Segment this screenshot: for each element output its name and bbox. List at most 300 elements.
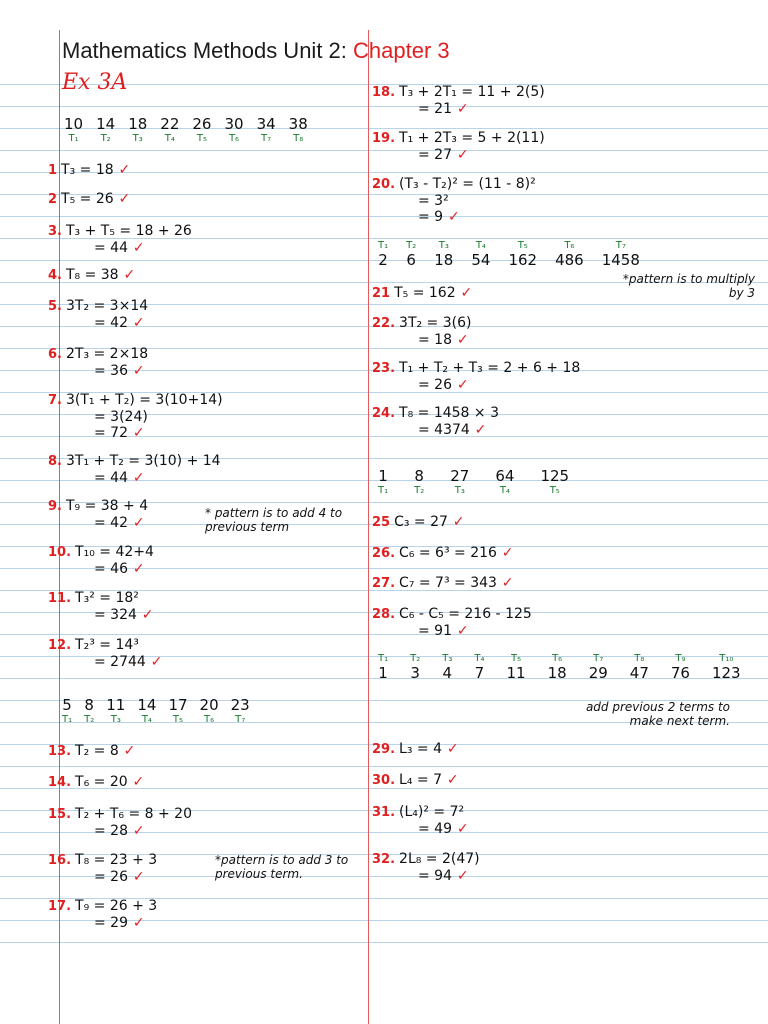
question-number: 3. <box>48 224 62 239</box>
question-9 <box>48 498 148 531</box>
term-label: T₅ <box>510 653 522 664</box>
note-add-4: * pattern is to add 4 to previous term <box>205 506 343 534</box>
question-number: 28. <box>372 607 396 622</box>
answer-line <box>399 575 514 591</box>
answer-line <box>394 514 464 530</box>
answer-line <box>372 422 499 438</box>
question-number: 31. <box>372 805 396 820</box>
working-text: = 91 <box>418 623 452 639</box>
answer-line <box>66 346 148 362</box>
term-value: 486 <box>555 251 584 269</box>
question-number: 13. <box>48 744 72 759</box>
term-label: T₆ <box>228 133 240 144</box>
term-value: 54 <box>471 251 491 269</box>
sequence-term <box>450 468 469 497</box>
term-label: T₄ <box>141 714 152 725</box>
term-label: T₄ <box>474 653 485 664</box>
sequence-term <box>84 697 94 726</box>
sequence-term <box>128 116 147 145</box>
working-text: = 9 <box>418 209 444 225</box>
answer-line <box>66 498 148 514</box>
term-label: T₂ <box>410 653 421 664</box>
question-number: 24. <box>372 406 396 421</box>
check-mark-icon: ✓ <box>128 561 145 577</box>
question-30 <box>372 772 459 789</box>
working-text: = 44 <box>94 470 128 486</box>
working-text: T₁₀ = 42+4 <box>75 544 154 560</box>
sequence-term <box>137 697 156 726</box>
check-mark-icon: ✓ <box>113 191 131 207</box>
term-label: T₅ <box>172 714 184 725</box>
answer-line <box>75 806 192 822</box>
sequence-term <box>434 240 453 269</box>
working-text: = 36 <box>94 363 128 379</box>
title-chapter: Chapter 3 <box>353 38 450 63</box>
check-mark-icon: ✓ <box>441 741 459 757</box>
answer-line <box>66 392 223 408</box>
term-value: 2 <box>378 251 388 269</box>
question-6 <box>48 346 148 379</box>
working-text: (L₄)² = 7² <box>399 804 465 820</box>
question-number: 9. <box>48 499 62 514</box>
term-value: 125 <box>540 467 570 485</box>
question-number: 23. <box>372 361 396 376</box>
check-mark-icon: ✓ <box>118 267 136 283</box>
question-24 <box>372 405 499 438</box>
working-text: = 26 <box>94 869 128 885</box>
term-value: 162 <box>508 251 538 269</box>
term-label: T₂ <box>84 714 95 725</box>
answer-line <box>372 193 536 209</box>
question-27 <box>372 575 514 592</box>
sequence-term <box>378 468 388 497</box>
question-19 <box>372 130 545 163</box>
term-label: T₇ <box>235 714 246 725</box>
check-mark-icon: ✓ <box>128 823 145 839</box>
question-number: 6. <box>48 347 62 362</box>
check-mark-icon: ✓ <box>496 545 514 561</box>
answer-line <box>48 240 192 256</box>
working-text: T₃ = 18 <box>61 162 114 178</box>
working-text: = 28 <box>94 823 128 839</box>
answer-line <box>75 774 144 790</box>
working-text: T₅ = 26 <box>61 191 114 207</box>
sequence-term <box>257 116 276 145</box>
term-value: 4 <box>442 664 453 682</box>
term-value: 76 <box>670 664 690 682</box>
term-label: T₅ <box>517 240 528 251</box>
working-text: T₁ + 2T₃ = 5 + 2(11) <box>399 130 545 146</box>
answer-line <box>75 590 139 606</box>
term-label: T₄ <box>164 133 175 144</box>
question-13 <box>48 743 135 760</box>
question-number: 2 <box>48 192 58 207</box>
working-text: = 2744 <box>94 654 146 670</box>
working-text: T₂ = 8 <box>75 743 119 759</box>
term-value: 8 <box>414 467 424 485</box>
sequence-1 <box>64 116 308 145</box>
question-number: 10. <box>48 545 72 560</box>
check-mark-icon: ✓ <box>452 377 469 393</box>
check-mark-icon: ✓ <box>128 240 145 256</box>
term-label: T₇ <box>261 133 272 144</box>
question-32 <box>372 851 480 884</box>
answer-line <box>48 409 223 425</box>
working-text: T₆ = 20 <box>75 774 128 790</box>
term-value: 27 <box>450 467 470 485</box>
working-text: C₆ - C₅ = 216 - 125 <box>399 606 532 622</box>
question-18 <box>372 84 545 117</box>
question-2 <box>48 191 130 208</box>
term-value: 22 <box>160 115 180 133</box>
working-text: T₃ + 2T₁ = 11 + 2(5) <box>399 84 545 100</box>
term-label: T₉ <box>675 653 686 664</box>
term-value: 1458 <box>601 251 640 269</box>
answer-line <box>372 377 580 393</box>
sequence-term <box>474 653 484 682</box>
answer-line <box>399 315 471 331</box>
term-value: 18 <box>434 251 454 269</box>
term-label: T₅ <box>196 133 207 144</box>
sequence-term <box>671 653 690 682</box>
working-text: = 72 <box>94 425 128 441</box>
question-17 <box>48 898 157 931</box>
working-text: = 94 <box>418 868 452 884</box>
term-value: 7 <box>474 664 485 682</box>
answer-line <box>399 176 536 192</box>
term-label: T₇ <box>615 240 626 251</box>
question-4 <box>48 267 135 284</box>
term-value: 20 <box>199 696 219 714</box>
term-label: T₈ <box>634 653 645 664</box>
working-text: = 29 <box>94 915 128 931</box>
check-mark-icon: ✓ <box>452 147 469 163</box>
answer-line <box>399 545 514 561</box>
question-23 <box>372 360 580 393</box>
term-label: T₁ <box>62 714 73 725</box>
term-label: T₃ <box>110 714 121 725</box>
sequence-term <box>548 653 567 682</box>
question-number: 16. <box>48 853 72 868</box>
sequence-term <box>106 697 125 726</box>
sequence-2 <box>62 697 250 726</box>
working-text: T₂ + T₆ = 8 + 20 <box>75 806 192 822</box>
sequence-term <box>62 697 72 726</box>
working-text: = 26 <box>418 377 452 393</box>
term-label: T₈ <box>293 133 304 144</box>
question-number: 14. <box>48 775 72 790</box>
term-label: T₃ <box>454 485 465 496</box>
sequence-term <box>555 240 584 269</box>
sequence-term <box>378 653 388 682</box>
term-value: 38 <box>288 115 308 133</box>
working-text: T₂³ = 14³ <box>75 637 139 653</box>
sequence-term <box>630 653 649 682</box>
answer-line <box>399 772 459 788</box>
sequence-term <box>507 653 526 682</box>
working-text: L₄ = 7 <box>399 772 442 788</box>
answer-line <box>66 223 192 239</box>
check-mark-icon: ✓ <box>447 514 465 530</box>
term-value: 123 <box>711 664 741 682</box>
term-value: 29 <box>588 664 608 682</box>
sequence-term <box>589 653 608 682</box>
sequence-term <box>160 116 179 145</box>
term-label: T₇ <box>593 653 604 664</box>
working-text: = 4374 <box>418 422 470 438</box>
answer-line <box>48 515 148 531</box>
question-10 <box>48 544 154 577</box>
working-text: = 3² <box>418 193 449 209</box>
term-value: 17 <box>168 696 188 714</box>
sequence-term <box>442 653 452 682</box>
question-29 <box>372 741 459 758</box>
question-number: 15. <box>48 807 72 822</box>
term-label: T₁ <box>378 653 389 664</box>
working-text: C₆ = 6³ = 216 <box>399 545 497 561</box>
question-28 <box>372 606 532 639</box>
answer-line <box>48 561 154 577</box>
term-label: T₁ <box>68 133 79 144</box>
answer-line <box>399 360 580 376</box>
sequence-term <box>224 116 243 145</box>
sequence-term <box>64 116 83 145</box>
working-text: C₃ = 27 <box>394 514 448 530</box>
answer-line <box>399 84 545 100</box>
term-value: 6 <box>406 251 416 269</box>
term-value: 11 <box>106 696 126 714</box>
sequence-term <box>602 240 640 269</box>
check-mark-icon: ✓ <box>128 315 145 331</box>
working-text: T₅ = 162 <box>394 285 456 301</box>
question-number: 32. <box>372 852 396 867</box>
term-label: T₃ <box>438 240 449 251</box>
answer-line <box>48 425 223 441</box>
question-number: 25 <box>372 515 391 530</box>
question-number: 12. <box>48 638 72 653</box>
term-label: T₁ <box>378 240 389 251</box>
term-label: T₁₀ <box>719 653 734 664</box>
term-value: 18 <box>547 664 567 682</box>
term-label: T₁ <box>378 485 389 496</box>
question-number: 4. <box>48 268 62 283</box>
question-number: 1 <box>48 163 58 178</box>
answer-line <box>399 405 499 421</box>
working-text: T₃² = 18² <box>75 590 139 606</box>
question-number: 29. <box>372 742 396 757</box>
sequence-3 <box>378 240 640 269</box>
sequence-term <box>168 697 187 726</box>
sequence-term <box>200 697 219 726</box>
term-value: 10 <box>64 115 84 133</box>
note-multiply-3: *pattern is to multiply by 3 <box>622 272 755 300</box>
working-text: L₃ = 4 <box>399 741 442 757</box>
working-text: T₃ + T₅ = 18 + 26 <box>65 223 192 239</box>
working-text: C₇ = 7³ = 343 <box>399 575 497 591</box>
term-label: T₄ <box>475 240 486 251</box>
check-mark-icon: ✓ <box>452 868 469 884</box>
sequence-term <box>540 468 569 497</box>
sequence-term <box>410 653 420 682</box>
question-22 <box>372 315 471 348</box>
question-21 <box>372 285 472 302</box>
working-text: 3T₂ = 3×14 <box>65 298 149 314</box>
question-12 <box>48 637 162 670</box>
working-text: = 21 <box>418 101 452 117</box>
check-mark-icon: ✓ <box>145 654 163 670</box>
question-number: 8. <box>48 454 62 469</box>
answer-line <box>372 147 545 163</box>
sequence-5 <box>378 653 741 682</box>
check-mark-icon: ✓ <box>128 363 145 379</box>
sequence-term <box>289 116 308 145</box>
question-14 <box>48 774 144 791</box>
question-11 <box>48 590 154 623</box>
term-value: 11 <box>506 664 526 682</box>
exercise-heading: Ex 3A <box>62 70 128 95</box>
term-label: T₃ <box>442 653 453 664</box>
check-mark-icon: ✓ <box>455 285 473 301</box>
title-text: Mathematics Methods Unit 2: <box>62 38 354 63</box>
answer-line <box>61 191 130 207</box>
term-value: 8 <box>84 696 94 714</box>
answer-line <box>372 623 532 639</box>
question-20 <box>372 176 536 225</box>
answer-line <box>75 743 135 759</box>
question-16 <box>48 852 157 885</box>
answer-line <box>372 821 469 837</box>
answer-line <box>372 332 471 348</box>
term-label: T₆ <box>564 240 575 251</box>
term-label: T₂ <box>414 485 425 496</box>
term-label: T₆ <box>204 714 215 725</box>
working-text: = 44 <box>94 240 128 256</box>
answer-line <box>394 285 472 301</box>
working-text: = 18 <box>418 332 452 348</box>
working-text: 3T₁ + T₂ = 3(10) + 14 <box>65 453 221 469</box>
term-value: 1 <box>378 467 388 485</box>
question-number: 22. <box>372 316 396 331</box>
check-mark-icon: ✓ <box>441 772 459 788</box>
term-value: 1 <box>378 664 388 682</box>
question-number: 5. <box>48 299 62 314</box>
question-number: 26. <box>372 546 396 561</box>
sequence-term <box>471 240 490 269</box>
answer-line <box>75 898 157 914</box>
sequence-term <box>508 240 537 269</box>
sequence-term <box>495 468 514 497</box>
answer-line <box>399 606 532 622</box>
answer-line <box>372 868 480 884</box>
working-text: = 27 <box>418 147 452 163</box>
check-mark-icon: ✓ <box>452 623 469 639</box>
question-number: 19. <box>372 131 396 146</box>
term-label: T₂ <box>100 133 111 144</box>
answer-line <box>66 267 135 283</box>
answer-line <box>399 130 545 146</box>
working-text: 3(T₁ + T₂) = 3(10+14) <box>65 392 223 408</box>
check-mark-icon: ✓ <box>128 425 145 441</box>
working-text: T₈ = 1458 × 3 <box>399 405 499 421</box>
term-value: 14 <box>137 696 157 714</box>
working-text: = 42 <box>94 315 128 331</box>
term-value: 14 <box>96 115 116 133</box>
term-label: T₄ <box>499 485 510 496</box>
check-mark-icon: ✓ <box>452 821 469 837</box>
term-value: 23 <box>230 696 250 714</box>
working-text: 2L₈ = 2(47) <box>399 851 480 867</box>
answer-line <box>48 315 148 331</box>
sequence-term <box>192 116 211 145</box>
working-text: T₉ = 26 + 3 <box>75 898 158 914</box>
term-value: 26 <box>192 115 212 133</box>
answer-line <box>48 869 157 885</box>
question-number: 20. <box>372 177 396 192</box>
answer-line <box>399 741 459 757</box>
term-label: T₅ <box>549 485 560 496</box>
question-number: 18. <box>372 85 396 100</box>
working-text: = 46 <box>94 561 128 577</box>
answer-line <box>399 851 480 867</box>
answer-line <box>48 470 221 486</box>
question-number: 21 <box>372 286 391 301</box>
sequence-term <box>96 116 115 145</box>
term-label: T₆ <box>552 653 563 664</box>
working-text: T₁ + T₂ + T₃ = 2 + 6 + 18 <box>399 360 581 376</box>
answer-line <box>66 298 148 314</box>
working-text: 3T₂ = 3(6) <box>399 315 472 331</box>
working-text: T₉ = 38 + 4 <box>65 498 149 514</box>
center-margin-line <box>368 30 369 1024</box>
sequence-term <box>231 697 250 726</box>
check-mark-icon: ✓ <box>118 743 136 759</box>
check-mark-icon: ✓ <box>496 575 514 591</box>
answer-line <box>372 101 545 117</box>
term-value: 3 <box>410 664 420 682</box>
check-mark-icon: ✓ <box>128 470 145 486</box>
working-text: = 324 <box>94 607 137 623</box>
question-8 <box>48 453 221 486</box>
check-mark-icon: ✓ <box>452 332 469 348</box>
answer-line <box>372 209 536 225</box>
check-mark-icon: ✓ <box>136 607 154 623</box>
question-number: 30. <box>372 773 396 788</box>
question-1 <box>48 162 130 179</box>
term-value: 64 <box>495 467 515 485</box>
term-label: T₂ <box>406 240 417 251</box>
term-value: 47 <box>629 664 649 682</box>
answer-line <box>399 804 464 820</box>
check-mark-icon: ✓ <box>469 422 487 438</box>
working-text: T₈ = 38 <box>65 267 119 283</box>
question-number: 17. <box>48 899 72 914</box>
question-7 <box>48 392 223 441</box>
term-value: 5 <box>62 696 72 714</box>
question-5 <box>48 298 148 331</box>
check-mark-icon: ✓ <box>128 869 145 885</box>
term-value: 18 <box>128 115 148 133</box>
question-number: 7. <box>48 393 62 408</box>
check-mark-icon: ✓ <box>128 515 145 531</box>
answer-line <box>48 654 162 670</box>
sequence-4 <box>378 468 569 497</box>
note-add-3: *pattern is to add 3 to previous term. <box>215 853 349 881</box>
answer-line <box>48 915 157 931</box>
term-value: 30 <box>224 115 244 133</box>
note-add-previous: add previous 2 terms to make next term. <box>585 700 730 728</box>
check-mark-icon: ✓ <box>443 209 460 225</box>
answer-line <box>48 607 154 623</box>
